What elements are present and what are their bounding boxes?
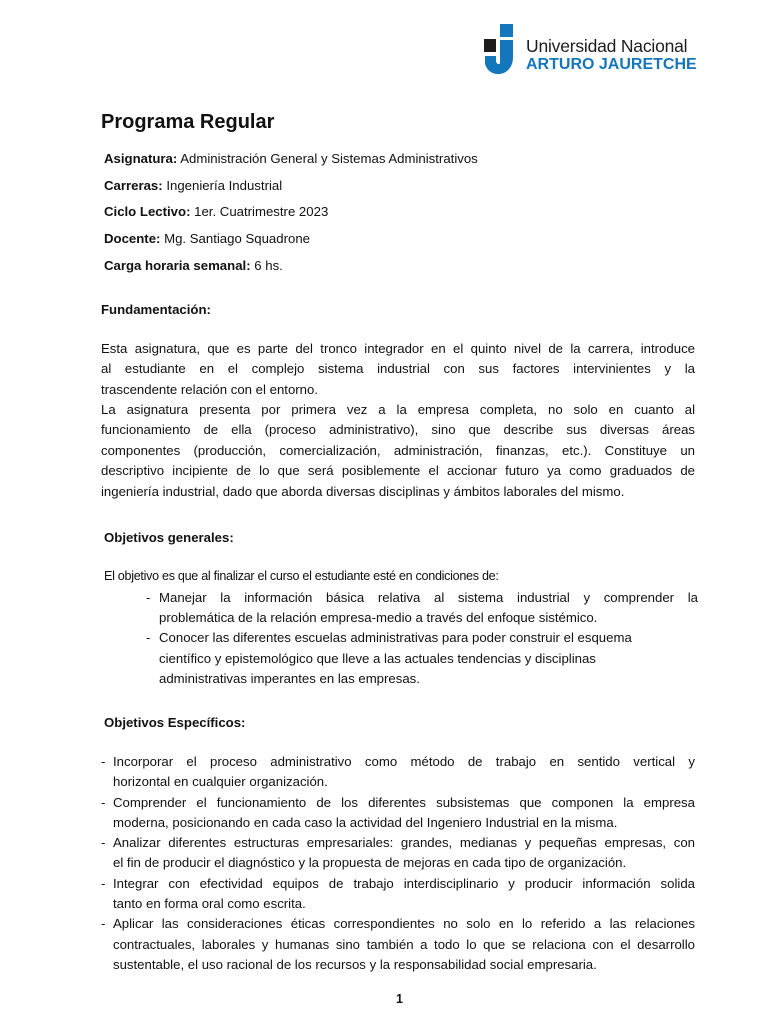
meta-ciclo-lectivo (104, 204, 328, 219)
text-line: al estudiante en el complejo sistema industrial con sus factores intervinientes y la (101, 361, 695, 377)
objetivos-generales-intro: El objetivo es que al finalizar el curso el estudiante esté en condiciones de: (104, 569, 499, 583)
text-line: tanto en forma oral como escrita. (113, 896, 306, 912)
meta-label: Carga horaria semanal: (104, 258, 251, 273)
dash-bullet: - (146, 590, 151, 605)
list-item (101, 793, 695, 834)
meta-value: 6 hs. (250, 258, 283, 273)
text-line: Manejar la información básica relativa al sistema industrial y comprender la (159, 590, 698, 605)
meta-value: Ingeniería Industrial (162, 178, 283, 193)
list-item (146, 628, 698, 689)
dash-bullet: - (101, 794, 106, 810)
text-line: Integrar con efectividad equipos de trabajo interdisciplinario y producir información solida (113, 875, 695, 891)
meta-label: Asignatura: (104, 151, 178, 166)
meta-label: Ciclo Lectivo: (104, 204, 191, 219)
list-item (101, 914, 695, 975)
text-line: moderna, posicionando en cada caso la actividad del Ingeniero Industrial en la misma. (113, 814, 618, 830)
text-line: componentes (producción, comercialización, administración, finanzas, etc.). Constituye un (101, 442, 695, 458)
objetivos-generales-list (146, 588, 698, 689)
dash-bullet: - (101, 754, 106, 769)
text-line: La asignatura presenta por primera vez a la empresa completa, no solo en cuanto al (101, 402, 695, 417)
meta-label: Carreras: (104, 178, 163, 193)
text-line: contractuales, laborales y humanas sino también a todo lo que se relaciona con el desarrollo (113, 936, 695, 952)
meta-docente (104, 231, 310, 246)
meta-value: 1er. Cuatrimestre 2023 (190, 204, 329, 219)
fundamentacion-heading: Fundamentación: (101, 302, 211, 317)
text-line: ingeniería industrial, dado que aborda diversas disciplinas y ámbitos laborales del mismo. (101, 483, 625, 499)
text-line: trascendente relación con el entorno. (101, 381, 319, 397)
meta-carreras (104, 178, 282, 193)
objetivos-generales-heading: Objetivos generales: (104, 530, 234, 545)
text-line: el fin de producir el diagnóstico y la propuesta de mejoras en cada tipo de organización. (113, 855, 627, 871)
dash-bullet: - (101, 875, 106, 891)
university-logo-icon (484, 24, 522, 74)
text-line: horizontal en cualquier organización. (113, 774, 328, 790)
list-item (101, 833, 695, 874)
text-line: Conocer las diferentes escuelas administrativas para poder construir el esquema (159, 630, 632, 646)
logo-line2: ARTURO JAURETCHE (526, 56, 697, 73)
logo-line1: Universidad Nacional (526, 36, 688, 56)
text-line: sustentable, el uso racional de los recursos y la responsabilidad social empresaria. (113, 956, 597, 972)
text-line: Incorporar el proceso administrativo como método de trabajo en sentido vertical y (113, 754, 695, 769)
objetivos-especificos-list (101, 752, 695, 975)
text-line: Aplicar las consideraciones éticas correspondientes no solo en lo referido a las relaciones (113, 916, 695, 932)
meta-carga-horaria (104, 258, 283, 273)
fundamentacion-paragraph-2 (101, 400, 695, 502)
page-number: 1 (396, 992, 403, 1006)
fundamentacion-paragraph-1 (101, 339, 695, 400)
dash-bullet: - (101, 835, 106, 851)
meta-label: Docente: (104, 231, 161, 246)
text-line: Analizar diferentes estructuras empresariales: grandes, medianas y pequeñas empresas, con (113, 835, 695, 851)
list-item (146, 588, 698, 628)
meta-value: Administración General y Sistemas Administrativos (177, 151, 478, 166)
university-logo (484, 24, 714, 76)
dash-bullet: - (146, 630, 151, 646)
text-line: problemática de la relación empresa-medio a través del enfoque sistémico. (159, 610, 598, 626)
meta-value: Mg. Santiago Squadrone (160, 231, 310, 246)
text-line: Comprender el funcionamiento de los diferentes subsistemas que componen la empresa (113, 794, 695, 810)
dash-bullet: - (101, 916, 106, 932)
text-line: funcionamiento de ella (proceso administrativo), sino que describe sus diversas áreas (101, 422, 695, 438)
text-line: descriptivo incipiente de lo que será posiblemente el accionar futuro ya como graduados de (101, 463, 695, 479)
page-title: Programa Regular (101, 111, 275, 133)
text-line: administrativas imperantes en las empresas. (159, 670, 420, 686)
text-line: Esta asignatura, que es parte del tronco integrador en el quinto nivel de la carrera, introduce (101, 341, 695, 356)
list-item (101, 874, 695, 915)
objetivos-especificos-heading: Objetivos Específicos: (104, 715, 246, 730)
meta-asignatura (104, 151, 478, 166)
list-item (101, 752, 695, 793)
text-line: científico y epistemológico que lleve a las actuales tendencias y disciplinas (159, 650, 596, 666)
